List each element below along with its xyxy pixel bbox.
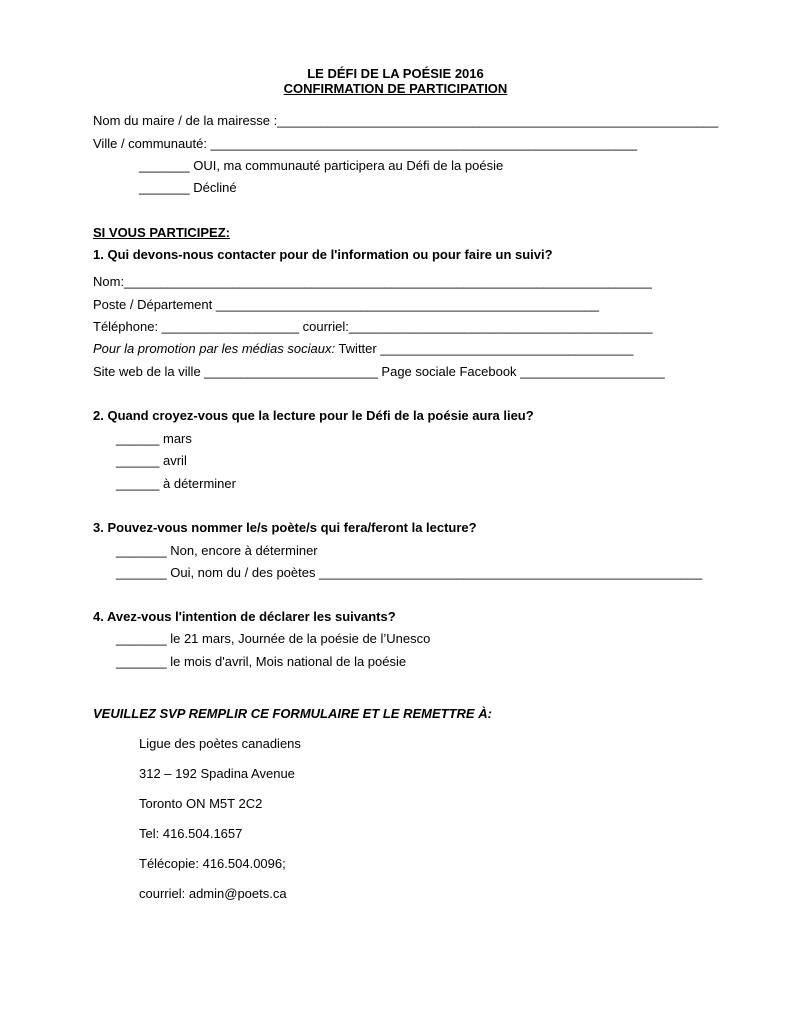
question-4: 4. Avez-vous l'intention de déclarer les suivants?: [93, 609, 396, 624]
address-org: Ligue des poètes canadiens: [139, 736, 301, 751]
address-city: Toronto ON M5T 2C2: [139, 796, 263, 811]
social-media-line: [93, 341, 633, 357]
participate-heading: SI VOUS PARTICIPEZ:: [93, 225, 230, 240]
option-poets-undetermined[interactable]: _______ Non, encore à déterminer: [116, 543, 318, 558]
twitter-field[interactable]: Twitter ___________________________________: [335, 341, 634, 356]
option-unesco-day[interactable]: _______ le 21 mars, Journée de la poésie de l’Unesco: [116, 631, 431, 646]
option-april[interactable]: ______ avril: [116, 453, 187, 468]
city-field[interactable]: Ville / communauté: ___________________________________________________________: [93, 136, 638, 151]
option-poetry-month[interactable]: _______ le mois d'avril, Mois national de la poésie: [116, 654, 407, 669]
question-1: 1. Qui devons-nous contacter pour de l'information ou pour faire un suivi?: [93, 247, 553, 262]
option-declined[interactable]: _______ Décliné: [139, 180, 237, 195]
mayor-name-field[interactable]: Nom du maire / de la mairesse :_____________________________________________________________: [93, 113, 719, 128]
form-title: LE DÉFI DE LA POÉSIE 2016: [307, 66, 484, 81]
position-field[interactable]: Poste / Département _____________________________________________________: [93, 297, 600, 312]
website-facebook-field[interactable]: Site web de la ville ________________________ Page sociale Facebook ____________________: [93, 364, 665, 379]
form-subtitle: CONFIRMATION DE PARTICIPATION: [283, 81, 508, 96]
address-fax: Télécopie: 416.504.0096;: [139, 856, 286, 871]
question-2: 2. Quand croyez-vous que la lecture pour le Défi de la poésie aura lieu?: [93, 408, 534, 423]
return-heading: VEUILLEZ SVP REMPLIR CE FORMULAIRE ET LE REMETTRE À:: [93, 706, 492, 721]
address-email: courriel: admin@poets.ca: [139, 886, 287, 901]
option-to-determine[interactable]: ______ à déterminer: [116, 476, 236, 491]
address-street: 312 – 192 Spadina Avenue: [139, 766, 295, 781]
address-phone: Tel: 416.504.1657: [139, 826, 243, 841]
option-participate-yes[interactable]: _______ OUI, ma communauté participera au Défi de la poésie: [139, 158, 504, 173]
contact-name-field[interactable]: Nom:_________________________________________________________________________: [93, 274, 652, 289]
phone-email-field[interactable]: Téléphone: ___________________ courriel:__________________________________________: [93, 319, 653, 334]
social-media-label: Pour la promotion par les médias sociaux:: [93, 341, 336, 356]
question-3: 3. Pouvez-vous nommer le/s poète/s qui fera/feront la lecture?: [93, 520, 477, 535]
option-march[interactable]: ______ mars: [116, 431, 192, 446]
option-poets-named[interactable]: _______ Oui, nom du / des poètes _____________________________________________________: [116, 565, 703, 580]
